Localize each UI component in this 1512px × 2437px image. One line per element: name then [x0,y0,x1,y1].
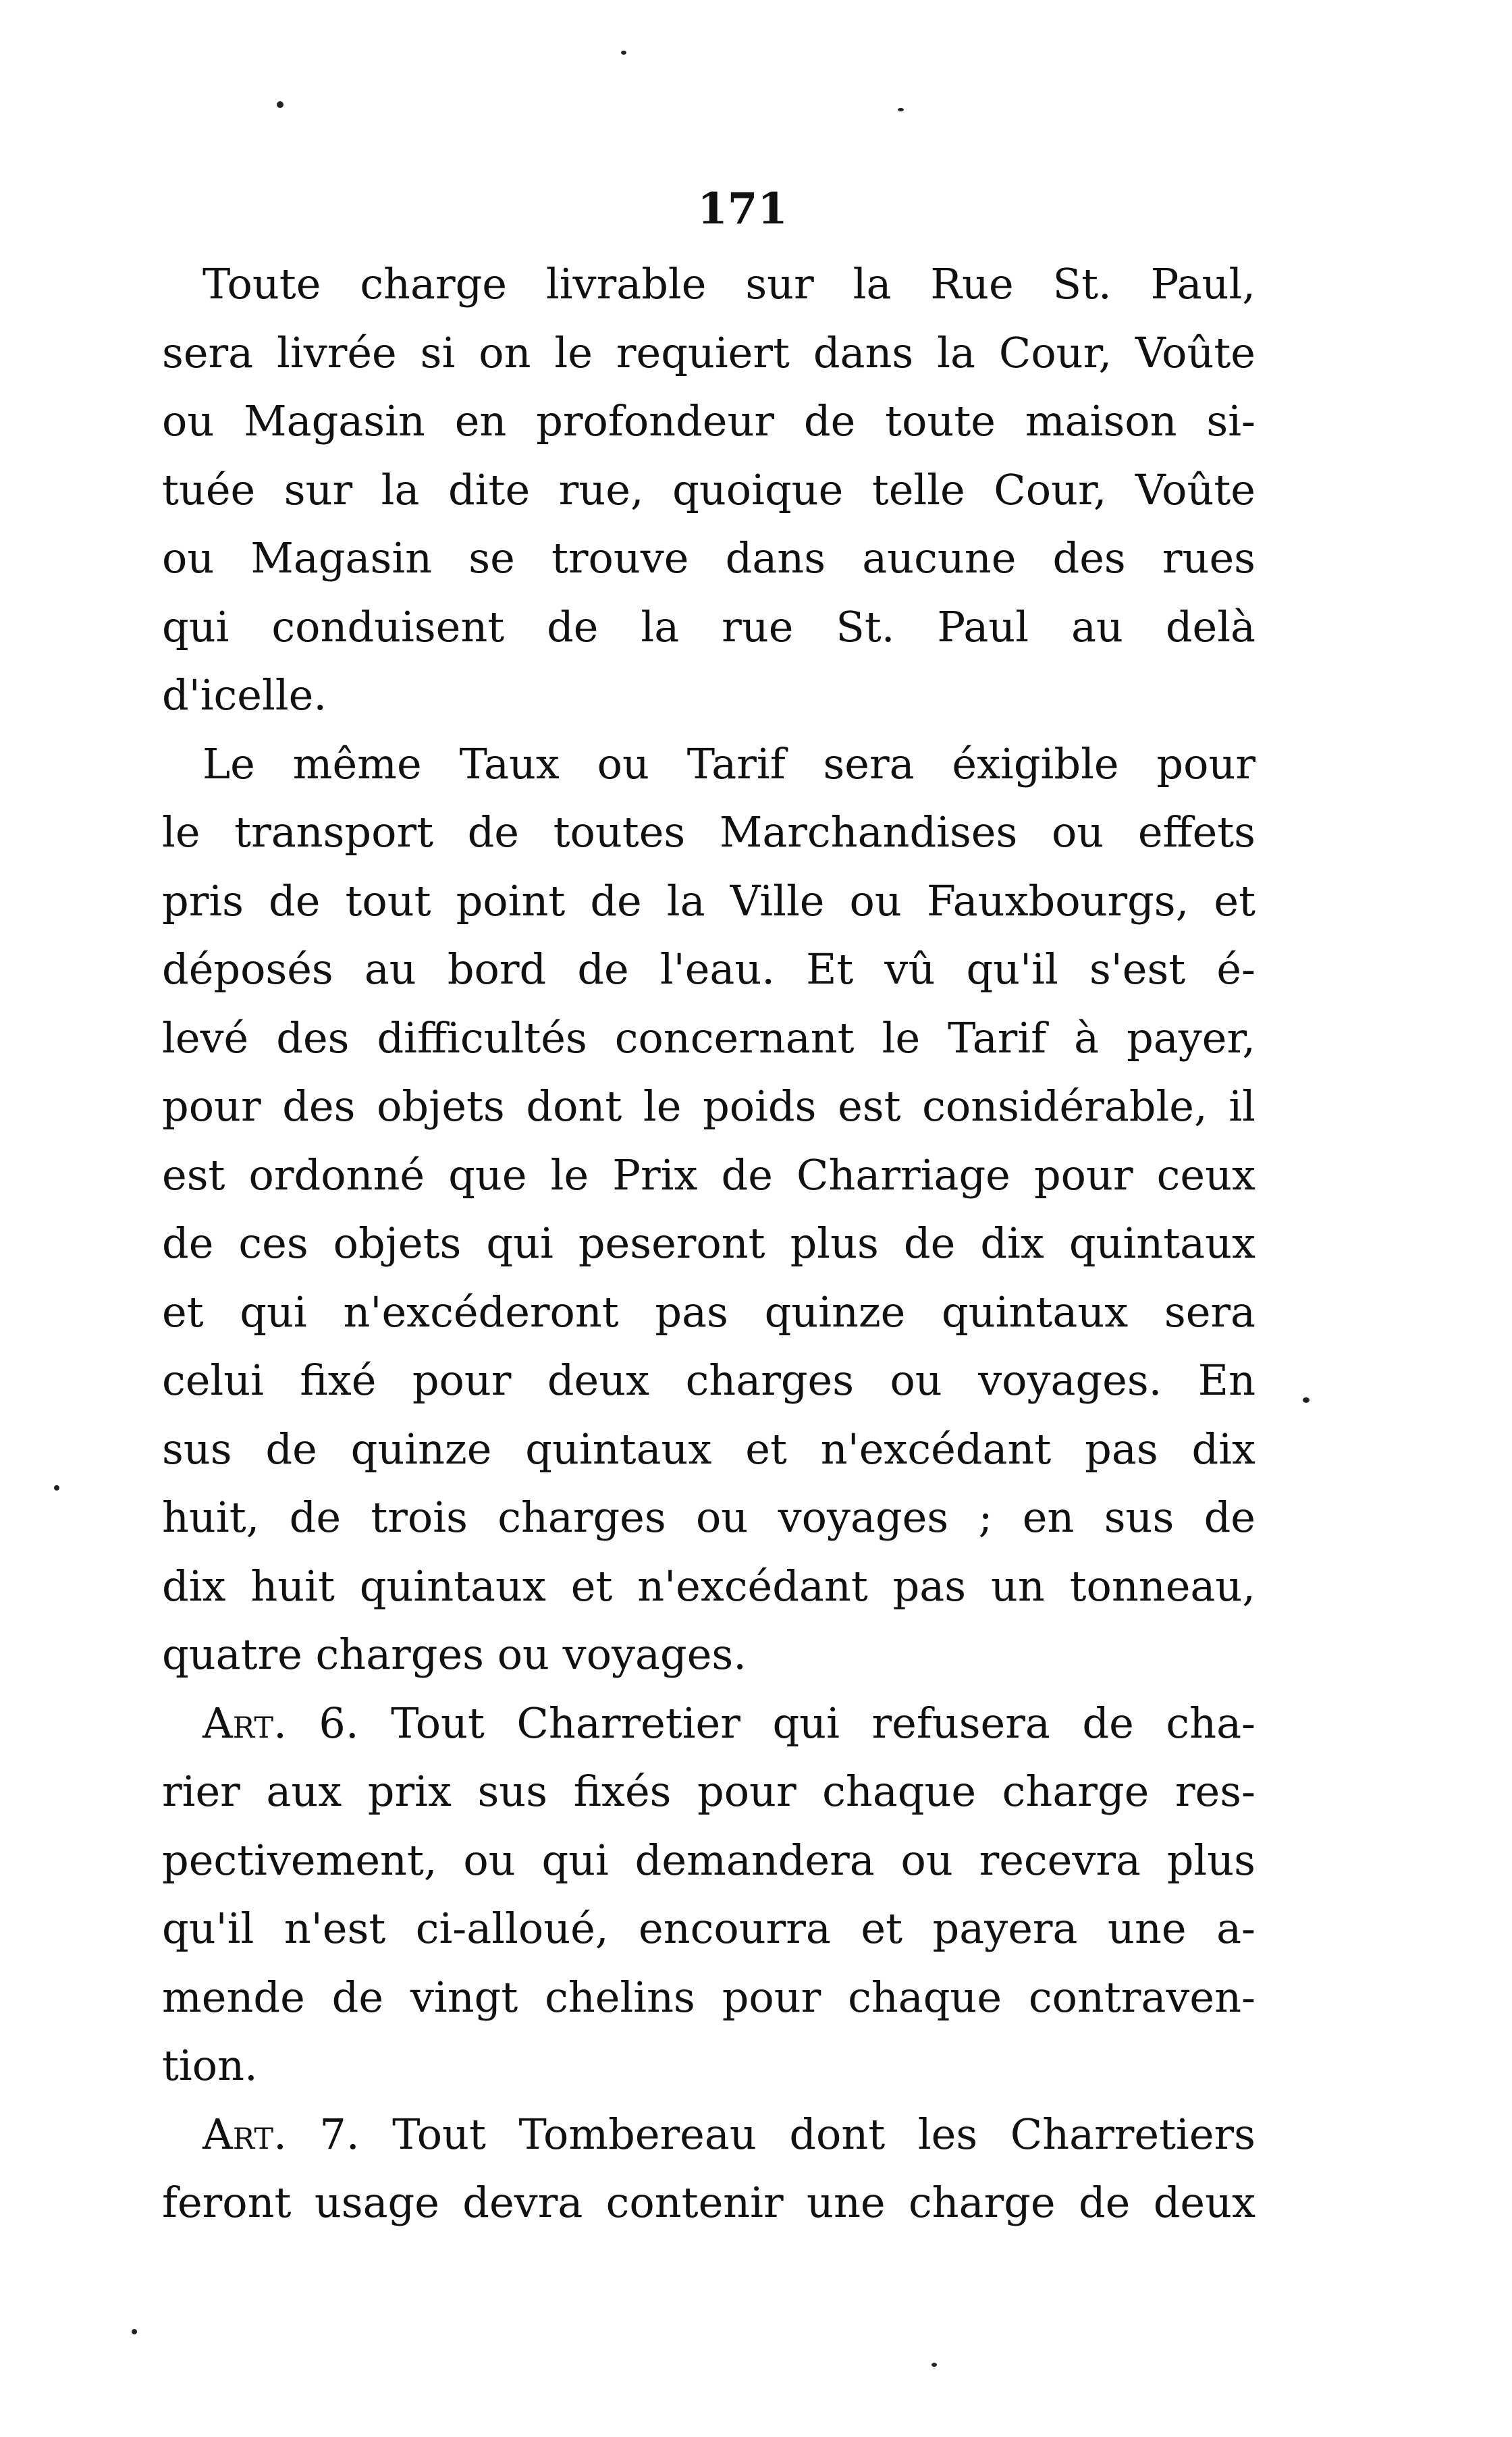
text-line: déposés au bord de l'eau. Et vû qu'il s'est é- [162,944,1256,994]
scan-speck [932,2363,937,2367]
scan-speck [54,1485,59,1491]
text-line: ou Magasin en profondeur de toute maison si- [162,396,1256,446]
text-line: de ces objets qui peseront plus de dix quintaux [162,1218,1256,1268]
text-line: pris de tout point de la Ville ou Fauxbourgs, et [162,876,1256,926]
text-line: tion. [162,2041,258,2090]
text-line: qu'il n'est ci-alloué, encourra et payera une a- [162,1904,1256,1953]
text-line: feront usage devra contenir une charge de deux [162,2178,1256,2227]
text-line: d'icelle. [162,670,327,720]
text-line: Le même Taux ou Tarif sera éxigible pour [202,739,1256,788]
scan-speck [1303,1397,1310,1403]
page-number: 171 [697,184,788,234]
text-line: le transport de toutes Marchandises ou effets [162,807,1256,857]
text-line: pour des objets dont le poids est considérable, il [162,1081,1256,1131]
scan-speck [898,108,904,111]
text-line: Toute charge livrable sur la Rue St. Paul, [202,259,1256,309]
text-line: mende de vingt chelins pour chaque contraven- [162,1972,1256,2022]
text-line: sus de quinze quintaux et n'excédant pas dix [162,1424,1256,1474]
text-line: tuée sur la dite rue, quoique telle Cour, Voûte [162,464,1256,514]
text-line: huit, de trois charges ou voyages ; en sus de [162,1493,1256,1542]
text-line: dix huit quintaux et n'excédant pas un tonneau, [162,1561,1256,1611]
scan-speck [277,101,284,108]
text-line: qui conduisent de la rue St. Paul au delà [162,601,1256,651]
text-line: quatre charges ou voyages. [162,1630,747,1679]
text-line: pectivement, ou qui demandera ou recevra plus [162,1835,1256,1885]
text-line: Art. 7. Tout Tombereau dont les Charretiers [202,2109,1256,2159]
text-line: est ordonné que le Prix de Charriage pour ceux [162,1150,1256,1200]
text-line: sera livrée si on le requiert dans la Cour, Voûte [162,327,1256,377]
scan-speck [621,51,626,55]
text-line: levé des difficultés concernant le Tarif à payer, [162,1013,1256,1063]
text-line: ou Magasin se trouve dans aucune des rues [162,533,1256,583]
text-line: et qui n'excéderont pas quinze quintaux sera [162,1287,1256,1337]
text-line: celui fixé pour deux charges ou voyages. En [162,1356,1256,1405]
scan-speck [132,2329,137,2334]
text-line: rier aux prix sus fixés pour chaque charge res- [162,1767,1256,1816]
body-text [162,250,1256,2237]
text-line: Art. 6. Tout Charretier qui refusera de cha- [202,1698,1256,1748]
